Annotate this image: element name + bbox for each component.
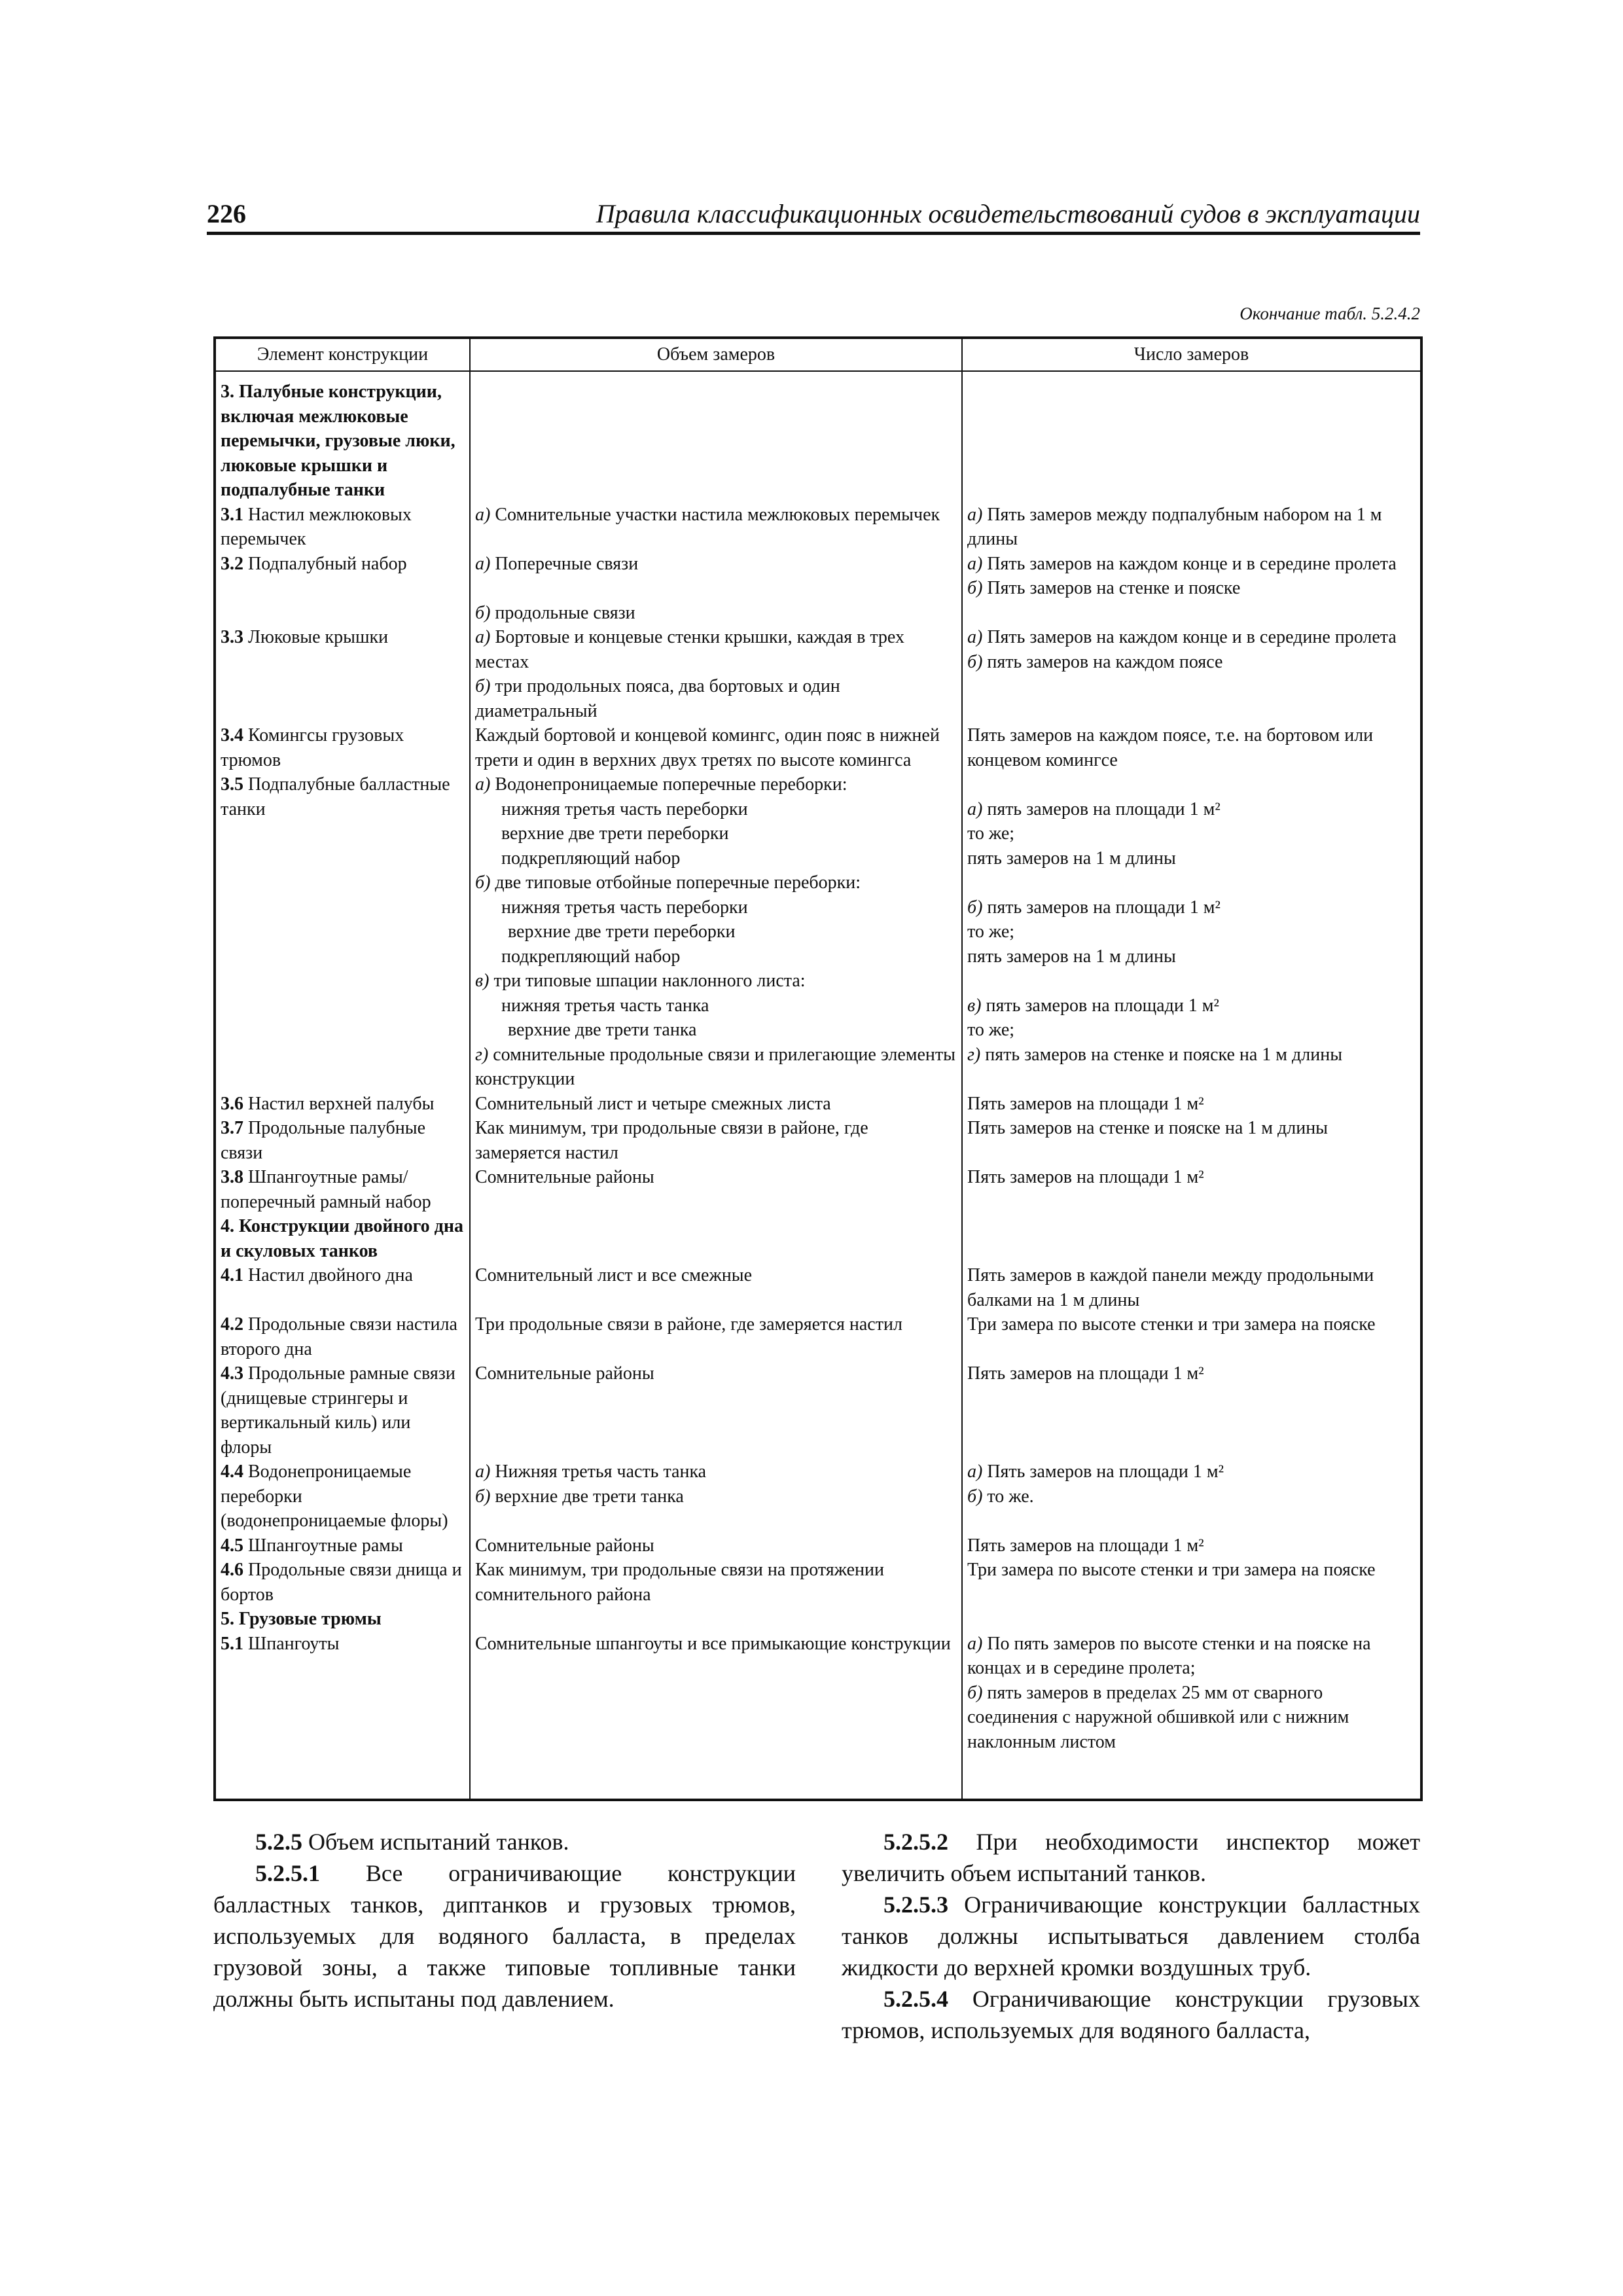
cell-element	[215, 772, 470, 1092]
table-row	[215, 1312, 1421, 1361]
item-title: Продольные связи настила второго дна	[221, 1314, 457, 1359]
item-label: а)	[967, 1462, 983, 1482]
item-text: Сомнительный лист и все смежные	[475, 1265, 753, 1285]
cell-volume	[470, 1092, 962, 1117]
column-header-count: Число замеров	[962, 338, 1421, 371]
volume-line	[475, 1165, 957, 1190]
count-line	[967, 1632, 1416, 1681]
item-label: в)	[475, 971, 490, 991]
item-text: Пять замеров на площади 1 м²	[967, 1167, 1204, 1187]
item-title: Водонепроницаемые переборки (водонепроницаемые флоры)	[221, 1462, 448, 1531]
element-text	[221, 1263, 465, 1288]
item-text: Пять замеров на каждом поясе, т.е. на бортовом или концевом комингсе	[967, 725, 1374, 770]
cell-element	[215, 371, 470, 503]
count-line	[967, 1165, 1416, 1190]
element-text	[221, 1460, 465, 1534]
element-text	[221, 1214, 465, 1263]
item-number: 3.8	[221, 1167, 243, 1187]
page-header	[207, 196, 1420, 235]
item-text: Пять замеров на каждом конце и в середине пролета	[987, 627, 1397, 647]
volume-line	[475, 1558, 957, 1607]
volume-line	[475, 870, 957, 895]
item-text: пять замеров на площади 1 м²	[986, 995, 1219, 1016]
volume-line	[475, 576, 957, 601]
item-text: Как минимум, три продольные связи в районе, где замеряется настил	[475, 1118, 868, 1163]
cell-count	[962, 1116, 1421, 1165]
section-number: 5.2.5.1	[255, 1860, 320, 1886]
section-number: 5.2.5	[255, 1829, 302, 1855]
running-title: Правила классификационных освидетельствований судов в эксплуатации	[596, 199, 1420, 228]
item-text: Пять замеров на площади 1 м²	[967, 1535, 1204, 1556]
cell-element	[215, 723, 470, 772]
body-paragraph	[213, 1826, 796, 1857]
item-number: 3.6	[221, 1093, 243, 1114]
table-row	[215, 503, 1421, 552]
cell-count	[962, 1312, 1421, 1361]
item-label: а)	[967, 553, 983, 574]
volume-line	[475, 1632, 957, 1657]
count-line	[967, 944, 1416, 969]
page-number: 226	[207, 199, 246, 228]
item-number: 4.6	[221, 1560, 243, 1580]
cell-count	[962, 1632, 1421, 1801]
table-row	[215, 1116, 1421, 1165]
volume-line	[475, 772, 957, 797]
item-number: 3.1	[221, 504, 243, 525]
item-text: пять замеров на каждом поясе	[987, 651, 1223, 672]
cell-element	[215, 1092, 470, 1117]
cell-element	[215, 625, 470, 723]
element-text	[221, 1632, 465, 1657]
item-number: 4.5	[221, 1535, 243, 1556]
item-number: 3.7	[221, 1118, 243, 1138]
item-label: а)	[967, 627, 983, 647]
count-line	[967, 994, 1416, 1018]
item-text: Три замера по высоте стенки и три замера на пояске	[967, 1560, 1376, 1580]
table-row	[215, 1534, 1421, 1558]
item-number: 3.3	[221, 627, 243, 647]
body-paragraph	[842, 1826, 1420, 1889]
paragraph-text: При необходимости инспектор может увеличить объем испытаний танков.	[842, 1829, 1420, 1886]
table-row	[215, 1214, 1421, 1263]
cell-count	[962, 1263, 1421, 1312]
cell-volume	[470, 1361, 962, 1460]
paragraph-text: Объем испытаний танков.	[308, 1829, 569, 1855]
count-line	[967, 1312, 1416, 1337]
cell-element	[215, 1214, 470, 1263]
item-text: Сомнительный лист и четыре смежных листа	[475, 1093, 831, 1114]
volume-line	[475, 503, 957, 528]
item-text: Пять замеров на каждом конце и в середине пролета	[987, 553, 1397, 574]
item-title: Продольные рамные связи (днищевые стрингеры и вертикальный киль) или флоры	[221, 1363, 455, 1458]
cell-volume	[470, 371, 962, 503]
count-line	[967, 772, 1416, 797]
count-line	[967, 625, 1416, 650]
cell-volume	[470, 625, 962, 723]
count-line	[967, 1263, 1416, 1312]
item-text: сомнительные продольные связи и прилегающие элементы конструкции	[475, 1044, 955, 1089]
cell-volume	[470, 1165, 962, 1214]
count-line	[967, 1043, 1416, 1067]
table-row	[215, 1460, 1421, 1534]
table-row	[215, 1558, 1421, 1607]
item-number: 3.4	[221, 725, 243, 745]
cell-count	[962, 723, 1421, 772]
volume-line	[475, 944, 957, 969]
column-header-volume: Объем замеров	[470, 338, 962, 371]
cell-count	[962, 1558, 1421, 1607]
cell-element	[215, 1116, 470, 1165]
item-text: пять замеров в пределах 25 мм от сварного соединения с наружной обшивкой или с нижним наклонным листом	[967, 1682, 1349, 1752]
count-line	[967, 650, 1416, 675]
item-label: б)	[475, 872, 491, 893]
cell-volume	[470, 1116, 962, 1165]
count-line	[967, 969, 1416, 994]
volume-line	[475, 895, 957, 920]
item-title: Настил двойного дна	[243, 1265, 413, 1285]
count-line	[967, 821, 1416, 846]
cell-volume	[470, 503, 962, 552]
table-row	[215, 772, 1421, 1092]
volume-line	[475, 1312, 957, 1337]
item-label: а)	[967, 504, 983, 525]
element-text	[221, 1312, 465, 1361]
item-title: Настил межлюковых перемычек	[221, 504, 412, 549]
count-line	[967, 1460, 1416, 1484]
item-text: то же;	[967, 922, 1015, 942]
cell-volume	[470, 1558, 962, 1607]
item-text: Пять замеров в каждой панели между продольными балками на 1 м длины	[967, 1265, 1374, 1310]
item-number: 5.1	[221, 1633, 243, 1654]
volume-line	[475, 723, 957, 772]
volume-line	[475, 994, 957, 1018]
item-text: Сомнительные районы	[475, 1535, 654, 1556]
cell-element	[215, 1632, 470, 1801]
item-number: 3.5	[221, 774, 243, 795]
item-number: 4.4	[221, 1462, 243, 1482]
item-label: а)	[475, 504, 491, 525]
table-row	[215, 625, 1421, 723]
item-text: нижняя третья часть переборки	[501, 798, 748, 819]
item-title: Комингсы грузовых трюмов	[221, 725, 404, 770]
element-text	[221, 1361, 465, 1460]
volume-line	[475, 797, 957, 822]
item-text: пять замеров на 1 м длины	[967, 946, 1176, 967]
count-line	[967, 1116, 1416, 1141]
item-text: подкрепляющий набор	[501, 946, 681, 967]
cell-volume	[470, 1460, 962, 1534]
cell-element	[215, 1607, 470, 1632]
item-text: верхние две трети переборки	[508, 922, 736, 942]
cell-element	[215, 1558, 470, 1607]
volume-line	[475, 674, 957, 723]
cell-count	[962, 1092, 1421, 1117]
item-text: Каждый бортовой и концевой комингс, один пояс в нижней трети и один в верхних двух третях по высоте комингса	[475, 725, 940, 770]
table-row	[215, 552, 1421, 626]
cell-volume	[470, 772, 962, 1092]
item-text: Пять замеров на стенке и пояске на 1 м длины	[967, 1118, 1328, 1138]
item-text: Пять замеров между подпалубным набором на 1 м длины	[967, 504, 1382, 549]
item-text: верхние две трети танка	[495, 1486, 684, 1507]
cell-volume	[470, 1607, 962, 1632]
element-text	[221, 1607, 465, 1632]
count-line	[967, 723, 1416, 772]
item-label: б)	[967, 897, 983, 918]
cell-count	[962, 625, 1421, 723]
cell-count	[962, 1165, 1421, 1214]
item-number: 4.	[221, 1216, 234, 1236]
body-paragraph	[842, 1889, 1420, 1983]
volume-line	[475, 552, 957, 577]
paragraph-text: Ограничивающие конструкции грузовых трюмов, используемых для водяного балласта,	[842, 1986, 1420, 2043]
item-number: 3.	[221, 382, 234, 402]
body-paragraph	[842, 1983, 1420, 2046]
item-text: нижняя третья часть танка	[501, 995, 709, 1016]
cell-element	[215, 1534, 470, 1558]
cell-count	[962, 1607, 1421, 1632]
volume-line	[475, 969, 957, 994]
table-body	[215, 371, 1421, 1800]
paragraph-text: Все ограничивающие конструкции балластных танков, диптанков и грузовых трюмов, используемых для водяного балласта, в пределах грузовой зоны, а также типовые топливные танки должны быть испытаны под давлением.	[213, 1860, 796, 2012]
item-label: а)	[475, 774, 491, 795]
item-text: Пять замеров на площади 1 м²	[967, 1093, 1204, 1114]
item-text: Сомнительные районы	[475, 1167, 654, 1187]
count-line	[967, 503, 1416, 552]
volume-line	[475, 1116, 957, 1165]
item-title: Палубные конструкции, включая межлюковые перемычки, грузовые люки, люковые крышки и подпалубные танки	[221, 382, 455, 500]
count-line	[967, 1361, 1416, 1386]
item-text: Пять замеров на площади 1 м²	[967, 1363, 1204, 1384]
item-label: а)	[475, 553, 491, 574]
item-text: Пять замеров на площади 1 м²	[987, 1462, 1224, 1482]
item-label: б)	[967, 651, 983, 672]
cell-volume	[470, 723, 962, 772]
section-number: 5.2.5.2	[883, 1829, 948, 1855]
table-row	[215, 723, 1421, 772]
item-text: Нижняя третья часть танка	[495, 1462, 707, 1482]
cell-element	[215, 1460, 470, 1534]
volume-line	[475, 1043, 957, 1092]
count-line	[967, 1092, 1416, 1117]
item-title: Шпангоутные рамы	[243, 1535, 403, 1556]
count-line	[967, 870, 1416, 895]
cell-volume	[470, 1534, 962, 1558]
cell-count	[962, 503, 1421, 552]
item-number: 4.1	[221, 1265, 243, 1285]
item-title: Грузовые трюмы	[234, 1609, 382, 1629]
item-label: б)	[967, 1486, 983, 1507]
volume-line	[475, 1534, 957, 1558]
item-label: а)	[967, 1633, 983, 1654]
table-row	[215, 1092, 1421, 1117]
volume-line	[475, 625, 957, 674]
item-label: б)	[475, 1486, 491, 1507]
element-text	[221, 772, 465, 821]
body-paragraph	[213, 1857, 796, 2015]
item-text: Сомнительные районы	[475, 1363, 654, 1384]
volume-line	[475, 601, 957, 626]
volume-line	[475, 1263, 957, 1288]
item-label: г)	[475, 1044, 489, 1065]
cell-volume	[470, 1263, 962, 1312]
item-label: а)	[967, 798, 983, 819]
item-text: пять замеров на стенке и пояске на 1 м длины	[985, 1044, 1343, 1065]
item-title: Продольные палубные связи	[221, 1118, 425, 1163]
count-line	[967, 1681, 1416, 1755]
item-label: б)	[967, 1682, 983, 1703]
count-line	[967, 895, 1416, 920]
item-text: Как минимум, три продольные связи на протяжении сомнительного района	[475, 1560, 884, 1605]
table-row	[215, 1165, 1421, 1214]
item-label: а)	[475, 627, 491, 647]
item-text: Пять замеров на стенке и пояске	[987, 578, 1241, 598]
count-line	[967, 1534, 1416, 1558]
section-number: 5.2.5.3	[883, 1892, 948, 1918]
item-text: три типовые шпации наклонного листа:	[493, 971, 806, 991]
item-text: Поперечные связи	[495, 553, 639, 574]
cell-element	[215, 1263, 470, 1312]
body-column-left	[213, 1826, 796, 2015]
element-text	[221, 1116, 465, 1165]
item-text: пять замеров на 1 м длины	[967, 848, 1176, 869]
element-text	[221, 503, 465, 552]
item-text: пять замеров на площади 1 м²	[987, 897, 1221, 918]
item-number: 3.2	[221, 553, 243, 574]
measurement-table	[213, 336, 1423, 1801]
item-text: две типовые отбойные поперечные переборки:	[495, 872, 861, 893]
cell-element	[215, 503, 470, 552]
item-label: г)	[967, 1044, 981, 1065]
item-text: Сомнительные шпангоуты и все примыкающие конструкции	[475, 1633, 951, 1654]
count-line	[967, 797, 1416, 822]
paragraph-text: Ограничивающие конструкции балластных танков должны испытываться давлением столба жидкости до верхней кромки воздушных труб.	[842, 1892, 1420, 1981]
element-text	[221, 1092, 465, 1117]
element-text	[221, 552, 465, 577]
volume-line	[475, 1460, 957, 1484]
item-title: Шпангоутные рамы/ поперечный рамный набор	[221, 1167, 431, 1212]
volume-line	[475, 1361, 957, 1386]
item-title: Люковые крышки	[243, 627, 389, 647]
cell-count	[962, 552, 1421, 626]
table-caption: Окончание табл. 5.2.4.2	[1240, 304, 1420, 323]
item-label: б)	[475, 602, 491, 623]
item-label: б)	[967, 578, 983, 598]
cell-count	[962, 1361, 1421, 1460]
cell-count	[962, 371, 1421, 503]
count-line	[967, 920, 1416, 944]
element-text	[221, 723, 465, 772]
item-title: Продольные связи днища и бортов	[221, 1560, 462, 1605]
item-number: 4.2	[221, 1314, 243, 1335]
volume-line	[475, 1018, 957, 1043]
table-row	[215, 1632, 1421, 1801]
volume-line	[475, 920, 957, 944]
cell-count	[962, 1460, 1421, 1534]
item-text: верхние две трети переборки	[501, 823, 729, 844]
column-header-element: Элемент конструкции	[215, 338, 470, 371]
item-text: пять замеров на площади 1 м²	[987, 798, 1221, 819]
table-row	[215, 1361, 1421, 1460]
item-text: то же.	[987, 1486, 1034, 1507]
section-number: 5.2.5.4	[883, 1986, 948, 2012]
item-label: б)	[475, 676, 491, 696]
element-text	[221, 1165, 465, 1214]
volume-line	[475, 821, 957, 846]
item-title: Настил верхней палубы	[243, 1093, 435, 1114]
count-line	[967, 552, 1416, 577]
item-title: Подпалубный набор	[243, 553, 407, 574]
volume-line	[475, 1092, 957, 1117]
item-text: продольные связи	[495, 602, 635, 623]
count-line	[967, 1484, 1416, 1509]
cell-element	[215, 552, 470, 626]
item-title: Шпангоуты	[243, 1633, 340, 1654]
volume-line	[475, 846, 957, 871]
cell-volume	[470, 552, 962, 626]
cell-volume	[470, 1632, 962, 1801]
item-number: 4.3	[221, 1363, 243, 1384]
cell-element	[215, 1361, 470, 1460]
item-text: Водонепроницаемые поперечные переборки:	[495, 774, 847, 795]
cell-count	[962, 1534, 1421, 1558]
item-text: то же;	[967, 823, 1015, 844]
item-text: Три продольные связи в районе, где замеряется настил	[475, 1314, 902, 1335]
table-row	[215, 1607, 1421, 1632]
item-label: а)	[475, 1462, 491, 1482]
count-line	[967, 1558, 1416, 1583]
item-text: три продольных пояса, два бортовых и один диаметральный	[475, 676, 840, 721]
item-text: верхние две трети танка	[508, 1020, 697, 1040]
element-text	[221, 1558, 465, 1607]
count-line	[967, 576, 1416, 601]
item-title: Конструкции двойного дна и скуловых танков	[221, 1216, 463, 1261]
cell-element	[215, 1165, 470, 1214]
table-header-row	[215, 338, 1421, 371]
cell-element	[215, 1312, 470, 1361]
item-text: Три замера по высоте стенки и три замера на пояске	[967, 1314, 1376, 1335]
cell-volume	[470, 1214, 962, 1263]
item-text: Сомнительные участки настила межлюковых перемычек	[495, 504, 940, 525]
cell-count	[962, 1214, 1421, 1263]
item-text: подкрепляющий набор	[501, 848, 681, 869]
element-text	[221, 380, 465, 503]
table-row	[215, 371, 1421, 503]
count-line	[967, 1018, 1416, 1043]
item-title: Подпалубные балластные танки	[221, 774, 450, 819]
cell-volume	[470, 1312, 962, 1361]
item-text: По пять замеров по высоте стенки и на пояске на концах и в середине пролета;	[967, 1633, 1371, 1678]
count-line	[967, 846, 1416, 871]
item-label: в)	[967, 995, 982, 1016]
item-text: нижняя третья часть переборки	[501, 897, 748, 918]
volume-line	[475, 1484, 957, 1509]
item-text: Бортовые и концевые стенки крышки, каждая в трех местах	[475, 627, 904, 672]
item-text: то же;	[967, 1020, 1015, 1040]
table-row	[215, 1263, 1421, 1312]
element-text	[221, 625, 465, 650]
item-number: 5.	[221, 1609, 234, 1629]
body-column-right	[842, 1826, 1420, 2046]
element-text	[221, 1534, 465, 1558]
cell-count	[962, 772, 1421, 1092]
